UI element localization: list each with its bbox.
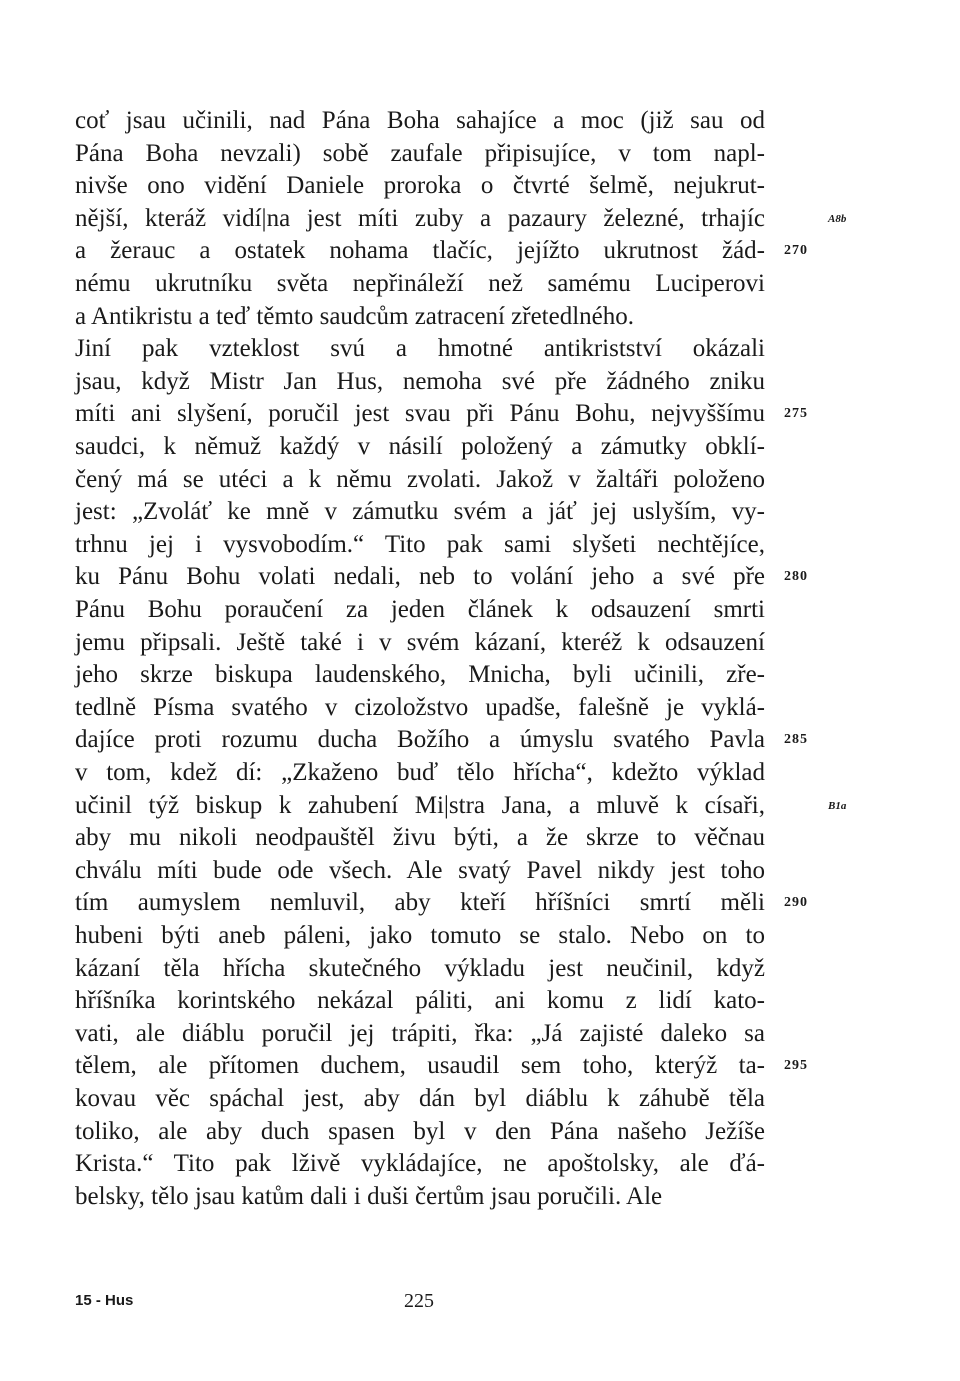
- text-line: jest: „Zvoláť ke mně v zámutku svém a jáť jej uslyším, vy-: [75, 498, 765, 526]
- text-line: a žerauc a ostatek nohama tlačíc, jejížto ukrutnost žád-: [75, 237, 765, 265]
- line-number: 285: [784, 732, 808, 748]
- text-line: Jiní pak vzteklost svú a hmotné antikristství okázali: [75, 335, 765, 363]
- text-line: tedlně Písma svatého v cizoložstvo upadše, falešně je vyklá-: [75, 693, 765, 721]
- text-line: učinil týž biskup k zahubení Mi|stra Jana, a mluvě k císaři,: [75, 791, 765, 819]
- text-line: dajíce proti rozumu ducha Božího a úmyslu svatého Pavla: [75, 726, 765, 754]
- text-line: aby mu nikoli neodpauštěl živu býti, a že skrze to věčnau: [75, 824, 765, 852]
- text-line: Pánu Bohu poraučení za jeden článek k odsauzení smrti: [75, 596, 765, 623]
- text-line: Krista.“ Tito pak lživě vykládajíce, ne apoštolsky, ale ďá-: [75, 1150, 765, 1178]
- line-number: 280: [784, 569, 808, 585]
- text-line: čený má se utéci a k němu zvolati. Jakož v žaltáři položeno: [75, 465, 765, 493]
- text-line: toliko, ale aby duch spasen byl v den Pána našeho Ježíše: [75, 1117, 765, 1145]
- line-number: 270: [784, 243, 808, 259]
- text-line: a Antikristu a teď těmto saudcům zatracení zřetedlného.: [75, 302, 635, 330]
- text-line: Pána Boha nevzali) sobě zaufale připisujíce, v tom napl-: [75, 139, 765, 167]
- text-line: kovau věc spáchal jest, aby dán byl diáblu k záhubě těla: [75, 1085, 765, 1112]
- text-line: jemu připsali. Ještě také i v svém kázaní, kteréž k odsauzení: [75, 628, 765, 656]
- text-line: coť jsau učinili, nad Pána Boha sahajíce a moc (již sau od: [75, 107, 765, 134]
- text-line: nější, kteráž vidí|na jest míti zuby a pazaury železné, trhajíc: [75, 204, 765, 232]
- text-line: vati, ale diáblu poručil jej trápiti, řka: „Já zajisté daleko sa: [75, 1019, 765, 1047]
- text-line: chválu míti bude ode všech. Ale svatý Pavel nikdy jest toho: [75, 856, 765, 884]
- text-line: ku Pánu Bohu volati nedali, neb to volání jeho a své pře: [75, 563, 765, 591]
- text-line: tím aumyslem nemluvil, aby kteří hříšníci smrtí měli: [75, 889, 765, 917]
- manuscript-folio-mark: B1a: [828, 799, 847, 812]
- text-line: hubeni býti aneb páleni, jako tomuto se stalo. Nebo on to: [75, 922, 765, 949]
- text-line: jsau, když Mistr Jan Hus, nemoha své pře žádného zniku: [75, 367, 765, 395]
- text-line: jeho skrze biskupa laudenského, Mnicha, byli učinili, zře-: [75, 661, 765, 689]
- text-line: trhnu jej i vysvobodím.“ Tito pak sami slyšeti nechtějíce,: [75, 530, 765, 558]
- text-line: saudci, k němuž každý v násilí položený a zámutky obklí-: [75, 433, 765, 460]
- printer-signature: 15 - Hus: [75, 1292, 134, 1309]
- manuscript-folio-mark: A8b: [828, 212, 847, 225]
- text-line: nivše ono vidění Daniele proroka o čtvrté šelmě, nejukrut-: [75, 172, 765, 200]
- text-line: tělem, ale přítomen duchem, usaudil sem toho, kterýž ta-: [75, 1052, 765, 1080]
- line-number: 275: [784, 406, 808, 422]
- text-line: kázaní těla hřícha skutečného výkladu jest neučinil, když: [75, 954, 765, 982]
- text-line: míti ani slyšení, poručil jest svau při Pánu Bohu, nejvyššímu: [75, 400, 765, 428]
- text-line: belsky, tělo jsau katům dali i duši čertům jsau poručili. Ale: [75, 1182, 663, 1210]
- text-line: nému ukrutníku světa nepřináleží než samému Luciperovi: [75, 270, 765, 297]
- line-number: 290: [784, 895, 808, 911]
- line-number: 295: [784, 1058, 808, 1074]
- text-line: v tom, kdež dí: „Zkaženo buď tělo hřícha“, kdežto výklad: [75, 759, 765, 786]
- page-number: 225: [404, 1290, 434, 1312]
- text-line: hříšníka korintského nekázal páliti, ani komu z lidí kato-: [75, 987, 765, 1015]
